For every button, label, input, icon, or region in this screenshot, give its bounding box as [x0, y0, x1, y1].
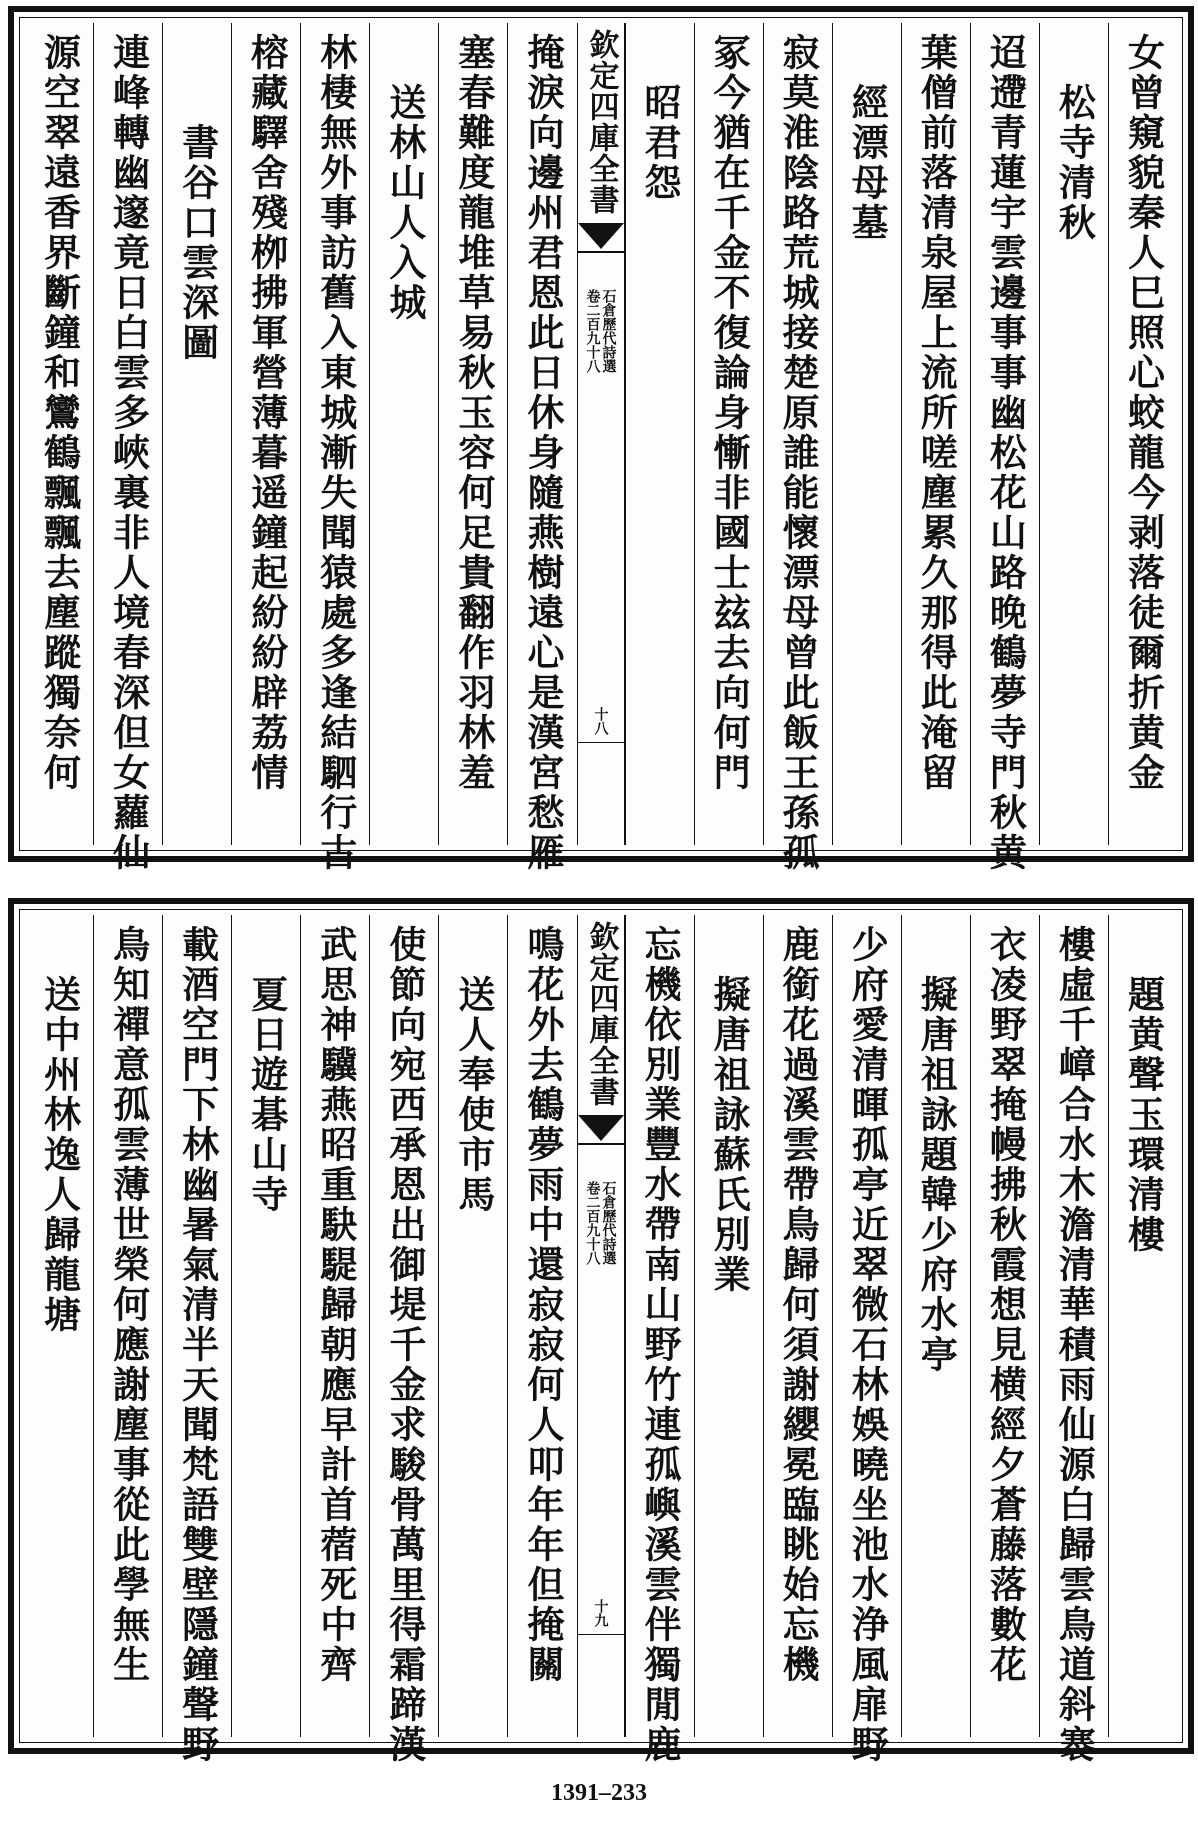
- poem-line: 連峰轉幽邃竟日白雲多峽裏非人境春深但女蘿仙: [106, 33, 151, 873]
- poem-line: 樓虛千嶂合水木澹清華積雨仙源白歸雲鳥道斜褰: [1052, 925, 1097, 1765]
- text-column: [438, 915, 507, 1737]
- poem-title: 擬唐祖詠題韓少府水亭: [914, 975, 959, 1375]
- poem-line: 寂莫淮陰路荒城接楚原誰能懷漂母曾此飯王孫孤: [776, 33, 821, 873]
- divider: [578, 1143, 624, 1145]
- text-column: [694, 23, 763, 845]
- poem-line: 忘機依別業豐水帶南山野竹連孤嶼溪雲伴獨閒鹿: [638, 925, 683, 1765]
- poem-line: 迢遰青蓮宇雲邊事事幽松花山路晚鶴夢寺門秋黄: [983, 33, 1028, 873]
- poem-line: 塞春難度龍堆草易秋玉容何足貴翻作羽林羞: [451, 33, 496, 793]
- book-title: 欽定四庫全書: [583, 921, 619, 1107]
- poem-line: 榕藏驛舍殘栁拂軍營薄暮遥鐘起紛紛辟荔情: [244, 33, 289, 793]
- poem-title: 題黄聲玉環清樓: [1121, 975, 1166, 1255]
- text-column: [625, 915, 694, 1765]
- text-column: [1039, 915, 1108, 1765]
- poem-line: 少府愛清暉孤亭近翠微石林娛曉坐池水浄風扉野: [845, 925, 890, 1765]
- poem-line: 女曾窺貌秦人巳照心蛟龍今剥落徒爾折黄金: [1121, 33, 1166, 793]
- poem-title: 送人奉使市馬: [451, 975, 496, 1215]
- poem-title: 經漂母墓: [845, 83, 890, 243]
- text-column: [625, 23, 694, 845]
- text-column: [1039, 23, 1108, 845]
- top-page: [8, 6, 1194, 873]
- text-column: [832, 915, 901, 1765]
- text-column: [507, 915, 576, 1737]
- text-column: [970, 23, 1039, 873]
- text-column: [300, 915, 369, 1737]
- poem-title: 夏日遊碁山寺: [244, 975, 289, 1215]
- leaf-number: 十八: [592, 707, 609, 735]
- page-number: 1391–233: [551, 1780, 647, 1806]
- divider: [578, 1634, 624, 1635]
- poem-line: 冢今猶在千金不復論身慚非國士玆去向何門: [707, 33, 752, 793]
- poem-title: 送中州林逸人歸龍塘: [37, 975, 82, 1335]
- text-column: [970, 915, 1039, 1737]
- text-column: [25, 915, 93, 1737]
- poem-line: 使節向宛西承恩出御堤千金求駿骨萬里得霜蹄漢: [382, 925, 427, 1765]
- text-column: [832, 23, 901, 845]
- volume-info: [586, 1181, 616, 1265]
- text-column: [231, 23, 300, 845]
- poem-title: 書谷口雲深圖: [175, 123, 220, 363]
- center-band: [577, 23, 625, 845]
- poem-line: 衣凌野翠掩幔拂秋霞想見横經夕蒼藤落數花: [983, 925, 1028, 1685]
- volume-number: 卷二百九十八: [584, 1181, 601, 1265]
- poem-line: 葉僧前落清泉屋上流所嗟塵累久那得此淹留: [914, 33, 959, 793]
- text-column: [369, 23, 438, 845]
- text-column: [438, 23, 507, 845]
- text-column: [901, 23, 970, 845]
- text-column: [763, 915, 832, 1737]
- leaf-number: 十九: [592, 1599, 609, 1627]
- book-title: 欽定四庫全書: [583, 29, 619, 215]
- poem-title: 擬唐祖詠蘇氏別業: [707, 975, 752, 1295]
- divider: [578, 251, 624, 253]
- divider: [578, 742, 624, 743]
- poem-title: 松寺清秋: [1052, 83, 1097, 243]
- text-column: [231, 915, 300, 1737]
- volume-number: 卷二百九十八: [584, 289, 601, 373]
- fish-tail-mark: [578, 223, 624, 249]
- poem-line: 武思神驥燕昭重駃騠歸朝應早計首蓿死中齊: [313, 925, 358, 1685]
- volume-info: [586, 289, 616, 373]
- anthology-title: 石倉歷代詩選: [600, 1181, 617, 1265]
- text-column: [162, 915, 231, 1765]
- poem-line: 鳥知禪意孤雲薄世榮何應謝塵事從此學無生: [106, 925, 151, 1685]
- poem-title: 送林山人入城: [382, 83, 427, 323]
- poem-line: 載酒空門下林幽暑氣清半天聞梵語雙壁隱鐘聲野: [175, 925, 220, 1765]
- poem-title: 昭君怨: [638, 83, 683, 203]
- text-column: [369, 915, 438, 1765]
- poem-line: 源空翠遠香界斷鐘和鸞鶴飄飄去塵蹤獨奈何: [37, 33, 82, 793]
- text-column: [763, 23, 832, 873]
- poem-line: 掩淚向邊州君恩此日休身隨燕樹遠心是漢宮愁雁: [520, 33, 565, 873]
- text-column: [300, 23, 369, 873]
- bottom-page: [8, 898, 1194, 1765]
- text-column: [25, 23, 93, 845]
- text-column: [1108, 915, 1177, 1737]
- poem-line: 鹿銜花過溪雲帶鳥歸何須謝纓冕臨眺始忘機: [776, 925, 821, 1685]
- text-column: [162, 23, 231, 845]
- bottom-page-columns: [25, 915, 1177, 1765]
- text-column: [694, 915, 763, 1737]
- text-column: [1108, 23, 1177, 845]
- anthology-title: 石倉歷代詩選: [600, 289, 617, 373]
- text-column: [93, 915, 162, 1737]
- fish-tail-mark: [578, 1115, 624, 1141]
- poem-line: 林棲無外事訪舊入東城漸失聞猿處多逢結駟行古: [313, 33, 358, 873]
- text-column: [901, 915, 970, 1737]
- center-band: [577, 915, 625, 1737]
- poem-line: 鳴花外去鶴夢雨中還寂寂何人叩年年但掩關: [520, 925, 565, 1685]
- text-column: [507, 23, 576, 873]
- text-column: [93, 23, 162, 873]
- top-page-columns: [25, 23, 1177, 873]
